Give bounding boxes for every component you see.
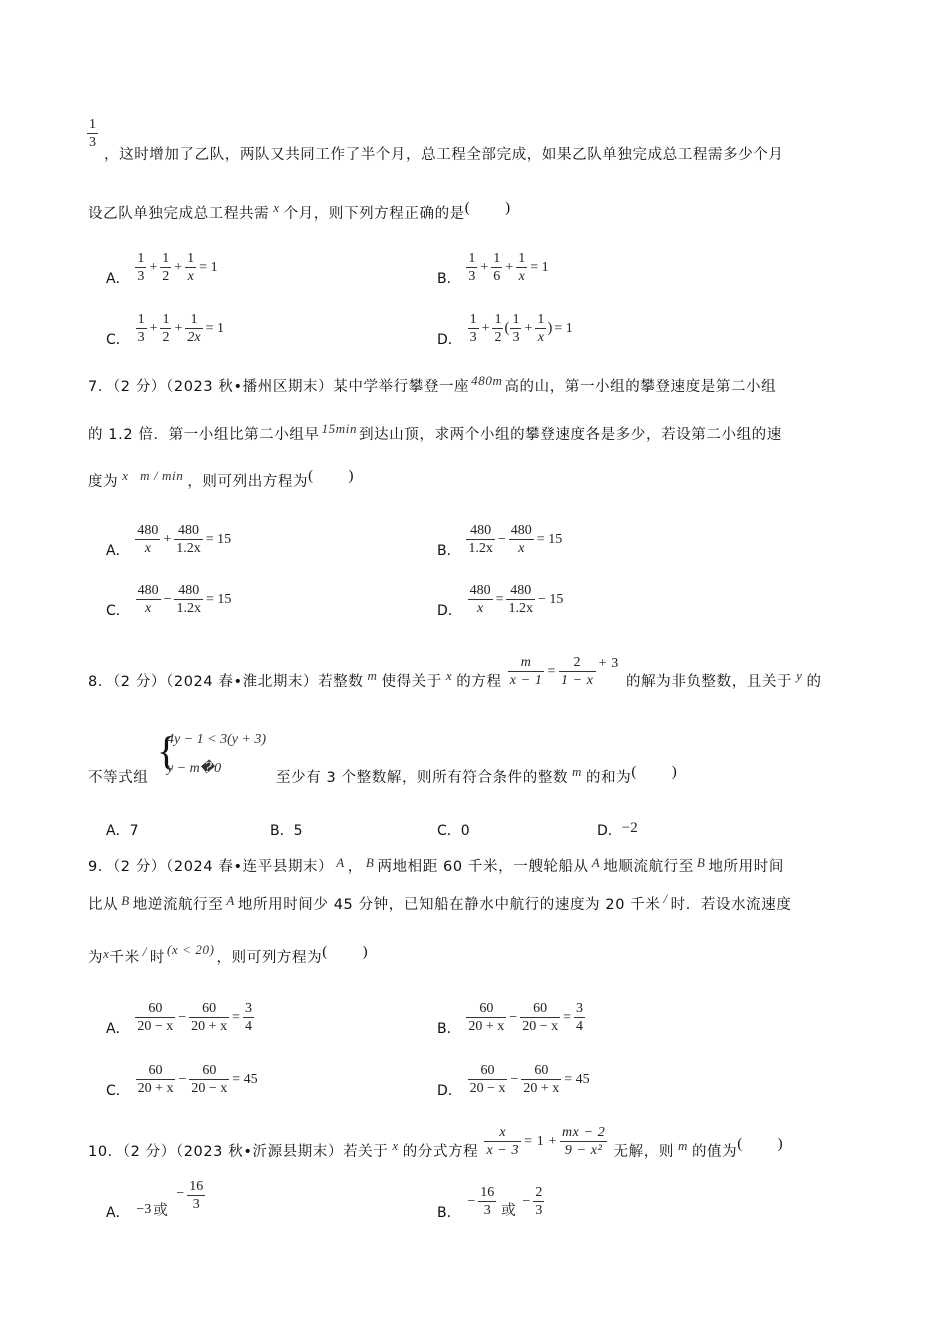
q9-text-3: 地所用时间 bbox=[708, 859, 784, 875]
fraction-denominator: 20 + x bbox=[468, 1019, 505, 1034]
fraction-denominator: 3 bbox=[483, 1203, 491, 1218]
equation-rhs: − 15 bbox=[537, 591, 564, 607]
q7-text-6: ，则可列出方程为 bbox=[187, 474, 309, 490]
option-label: A． bbox=[106, 270, 130, 287]
minus-sign: − bbox=[467, 1193, 476, 1209]
operator: − bbox=[497, 531, 506, 547]
q8-text-7: 的和为 bbox=[586, 770, 632, 786]
q6-option-d[interactable] bbox=[437, 311, 575, 346]
equation-rhs: = 15 bbox=[536, 531, 563, 547]
fraction-numerator: 16 bbox=[189, 1179, 204, 1194]
fraction-numerator: mx − 2 bbox=[561, 1125, 606, 1140]
fraction-numerator: 1 bbox=[493, 251, 501, 266]
q10-text-2: 的分式方程 bbox=[402, 1144, 479, 1160]
question-number: 8． bbox=[88, 674, 113, 690]
var-x: x bbox=[273, 200, 280, 215]
fraction-numerator: 480 bbox=[469, 583, 491, 598]
fraction-denominator: 1.2x bbox=[176, 541, 201, 556]
operator: + bbox=[481, 320, 490, 336]
fraction-denominator: 1 − x bbox=[560, 673, 594, 688]
answer-paren: ( ) bbox=[464, 200, 511, 216]
fraction-denominator: 20 − x bbox=[191, 1081, 228, 1096]
q8-option-c[interactable]: C．0 bbox=[437, 823, 470, 839]
q9-text-4: 比从 bbox=[88, 897, 119, 913]
q7-line3 bbox=[88, 470, 354, 491]
q9-line2 bbox=[88, 893, 791, 914]
slash: / bbox=[663, 891, 668, 906]
fraction-numerator: 1 bbox=[537, 312, 545, 327]
option-label: C． bbox=[106, 602, 130, 619]
fraction-numerator: 1 bbox=[137, 251, 145, 266]
equation-rhs: = 1 bbox=[199, 259, 218, 275]
fraction-denominator: 1.2x bbox=[176, 601, 201, 616]
fraction-denominator: x bbox=[144, 601, 152, 616]
option-value: −3 bbox=[136, 1201, 152, 1217]
fraction-numerator: 3 bbox=[244, 1001, 252, 1016]
option-label: C． bbox=[106, 331, 130, 348]
fraction-numerator: 480 bbox=[174, 582, 203, 600]
fraction-denominator: 9 − x² bbox=[564, 1143, 603, 1158]
fraction-denominator: 2 bbox=[162, 269, 170, 284]
option-label: D． bbox=[597, 823, 622, 839]
q9-option-b[interactable] bbox=[437, 1000, 586, 1035]
q9-line3 bbox=[88, 942, 369, 967]
q7-text-4: 到达山顶，求两个小组的攀登速度各是多少，若设第二小组的速 bbox=[359, 427, 782, 443]
equation-rhs: = 1 bbox=[530, 259, 549, 275]
fraction-numerator: 1 bbox=[469, 312, 477, 327]
fraction-denominator: 20 + x bbox=[137, 1081, 174, 1096]
q7-text-3: 的 1.2 倍．第一小组比第二小组早 bbox=[88, 427, 320, 443]
option-label: B． bbox=[437, 270, 461, 287]
close-paren: ) bbox=[547, 319, 553, 336]
option-label: A． bbox=[106, 1204, 130, 1221]
math-480m: 480m bbox=[471, 373, 503, 388]
option-value: −2 bbox=[621, 820, 638, 836]
fraction-numerator: 1 bbox=[512, 312, 520, 327]
equation-rhs: = 1 bbox=[205, 320, 224, 336]
q10-text-4: 的值为 bbox=[691, 1144, 738, 1160]
fraction-denominator: 3 bbox=[137, 269, 145, 284]
operator: + bbox=[149, 259, 158, 275]
fraction-denominator: 20 − x bbox=[469, 1081, 506, 1096]
equals: = bbox=[563, 1009, 572, 1025]
system-line-2: y − m�0 bbox=[167, 761, 222, 776]
question-source: （2023 秋•播州区期末） bbox=[166, 379, 334, 395]
or-word: 或 bbox=[501, 1202, 517, 1219]
equation-rhs: = 15 bbox=[205, 591, 232, 607]
q8-text-1: 若整数 bbox=[318, 674, 364, 690]
comma: ， bbox=[347, 859, 363, 875]
q10-equation bbox=[483, 1124, 608, 1159]
var-B: B bbox=[696, 855, 706, 870]
fraction-numerator: x bbox=[484, 1124, 521, 1142]
q8-equation bbox=[507, 654, 621, 689]
fraction-denominator: x bbox=[518, 269, 525, 284]
option-label: D． bbox=[437, 1082, 462, 1099]
var-B: B bbox=[121, 893, 130, 908]
operator: + bbox=[163, 531, 172, 547]
operator: + 3 bbox=[598, 655, 619, 671]
fraction-numerator: 480 bbox=[137, 583, 159, 598]
q9-text-5: 地逆流航行至 bbox=[132, 897, 224, 913]
operator: − bbox=[163, 591, 172, 607]
fraction-numerator: 60 bbox=[189, 1062, 229, 1080]
fraction-denominator: 4 bbox=[576, 1019, 584, 1034]
q10-text-3: 无解，则 bbox=[613, 1144, 674, 1160]
q6-option-a[interactable] bbox=[106, 250, 220, 285]
fraction-numerator: 480 bbox=[137, 523, 159, 538]
fraction-numerator: 3 bbox=[576, 1001, 584, 1016]
fraction-denominator: 3 bbox=[89, 135, 96, 150]
q6-line2-text-b: 个月，则下列方程正确的是 bbox=[283, 206, 465, 222]
question-number: 7． bbox=[88, 379, 113, 395]
system-line-1: 4y − 1 < 3(y + 3) bbox=[167, 732, 267, 747]
q9-option-c[interactable] bbox=[106, 1062, 260, 1097]
fraction-numerator: 1 bbox=[89, 117, 96, 132]
fraction-denominator: x bbox=[518, 541, 525, 556]
q8-line2 bbox=[276, 766, 677, 787]
fraction-denominator: 2 bbox=[494, 330, 502, 345]
fraction-numerator: 60 bbox=[189, 1000, 229, 1018]
q10-text-1: 若关于 bbox=[343, 1144, 389, 1160]
q9-text-8: 为 bbox=[88, 950, 104, 966]
fraction-denominator: 20 − x bbox=[522, 1019, 559, 1034]
q7-line2 bbox=[88, 423, 782, 444]
fraction-denominator: 3 bbox=[192, 1197, 200, 1212]
fraction-numerator: 60 bbox=[521, 1062, 561, 1080]
equation-rhs: = 1 bbox=[554, 320, 573, 336]
operator: − bbox=[510, 1071, 519, 1087]
q9-text-2: 地顺流航行至 bbox=[603, 859, 694, 875]
operator: + bbox=[149, 320, 158, 336]
operator: + bbox=[524, 320, 533, 336]
math-15min: 15min bbox=[321, 421, 358, 436]
fraction-denominator: 2x bbox=[187, 330, 201, 345]
operator: + bbox=[480, 259, 489, 275]
question-score: （2 分） bbox=[112, 379, 167, 395]
option-label: D． bbox=[437, 331, 462, 348]
question-score: （2 分） bbox=[122, 1144, 176, 1160]
q7-line1 bbox=[88, 375, 776, 396]
fraction-numerator: 2 bbox=[559, 654, 596, 672]
equation-rhs: = 45 bbox=[564, 1071, 590, 1087]
fraction-numerator: 16 bbox=[480, 1185, 495, 1200]
fraction-numerator: 1 bbox=[518, 251, 526, 266]
q8-option-d[interactable] bbox=[597, 820, 638, 840]
equation-rhs: = 45 bbox=[232, 1071, 258, 1087]
var-x: x bbox=[392, 1138, 399, 1153]
fraction-denominator: 20 + x bbox=[191, 1019, 228, 1034]
equals: = bbox=[232, 1009, 240, 1025]
q7-option-c[interactable] bbox=[106, 582, 233, 617]
fraction-denominator: 3 bbox=[137, 330, 145, 345]
fraction-denominator: 20 + x bbox=[523, 1081, 560, 1096]
condition: (x < 20) bbox=[167, 942, 215, 957]
question-score: （2 分） bbox=[112, 674, 167, 690]
slash: / bbox=[142, 944, 147, 959]
fraction-denominator: 3 bbox=[512, 330, 520, 345]
operator: + bbox=[505, 259, 514, 275]
q8-text-2: 使得关于 bbox=[381, 674, 442, 690]
fraction-denominator: 3 bbox=[468, 269, 476, 284]
q9-text-7: 时．若设水流速度 bbox=[670, 897, 792, 913]
or-word: 或 bbox=[153, 1202, 169, 1219]
var-B: B bbox=[365, 855, 375, 870]
equation-rhs: = 15 bbox=[205, 531, 232, 547]
q10-option-a[interactable] bbox=[106, 1179, 206, 1221]
var-m: m bbox=[367, 668, 378, 683]
q7-text-5: 度为 bbox=[88, 474, 119, 490]
operator: + bbox=[174, 320, 183, 336]
option-label: B． bbox=[437, 1020, 461, 1037]
var-A: A bbox=[591, 855, 601, 870]
option-label: C． bbox=[106, 1082, 130, 1099]
q6-line2-text-a: 设乙队单独完成总工程共需 bbox=[88, 206, 270, 222]
fraction-denominator: 3 bbox=[469, 330, 477, 345]
fraction-numerator: 60 bbox=[466, 1000, 506, 1018]
fraction-denominator: 6 bbox=[493, 269, 501, 284]
q8-text-6: 至少有 3 个整数解，则所有符合条件的整数 bbox=[276, 770, 569, 786]
math-unit: x m / min bbox=[122, 468, 184, 483]
var-y: y bbox=[796, 668, 803, 683]
q6-line2 bbox=[88, 202, 511, 223]
q9-text-9: 千米 bbox=[109, 950, 140, 966]
answer-paren: ( ) bbox=[737, 1136, 784, 1152]
fraction-denominator: 2 bbox=[162, 330, 170, 345]
q6-option-b[interactable] bbox=[437, 250, 551, 285]
q9-line1 bbox=[88, 855, 784, 876]
operator: − bbox=[178, 1009, 187, 1025]
q10-line1 bbox=[88, 1124, 783, 1159]
question-source: （2024 春•连平县期末） bbox=[166, 859, 334, 875]
q10-option-b[interactable] bbox=[437, 1184, 545, 1219]
fraction-numerator: 60 bbox=[468, 1062, 508, 1080]
fraction-numerator: 480 bbox=[506, 582, 535, 600]
fraction-numerator: 60 bbox=[135, 1000, 175, 1018]
fraction-numerator: 1 bbox=[162, 251, 170, 266]
q9-text-1: 两地相距 60 千米，一艘轮船从 bbox=[377, 859, 589, 875]
fraction-numerator: m bbox=[508, 654, 545, 672]
fraction-denominator: x bbox=[476, 601, 484, 616]
operator: = bbox=[547, 663, 556, 679]
q8-system-prefix: 不等式组 bbox=[88, 770, 149, 786]
fraction-denominator: 4 bbox=[244, 1019, 252, 1034]
fraction-numerator: 480 bbox=[510, 523, 532, 538]
fraction-numerator: 1 bbox=[162, 312, 170, 327]
answer-paren: ( ) bbox=[631, 764, 678, 780]
answer-paren: ( ) bbox=[322, 944, 369, 960]
fraction-denominator: 1.2x bbox=[468, 541, 493, 556]
q8-text-4: 的解为非负整数，且关于 bbox=[626, 674, 793, 690]
minus-sign: − bbox=[522, 1193, 531, 1209]
fraction-denominator: 3 bbox=[535, 1203, 543, 1218]
question-source: （2024 春•淮北期末） bbox=[166, 674, 319, 690]
operator: = bbox=[495, 591, 504, 607]
q7-option-d[interactable] bbox=[437, 582, 565, 617]
fraction-denominator: x − 3 bbox=[486, 1143, 520, 1158]
q8-option-a[interactable]: A．7 bbox=[106, 823, 139, 839]
q9-text-11: ，则可列方程为 bbox=[216, 950, 323, 966]
q9-text-6: 地所用时间少 45 分钟，已知船在静水中航行的速度为 20 千米 bbox=[237, 897, 661, 913]
q7-option-b[interactable] bbox=[437, 522, 564, 557]
fraction-denominator: x bbox=[537, 330, 544, 345]
fraction-numerator: 2 bbox=[535, 1185, 543, 1200]
q8-text-5: 的 bbox=[806, 674, 822, 690]
q8-text-3: 的方程 bbox=[456, 674, 502, 690]
q6-line1: ，这时增加了乙队，两队又共同工作了半个月，总工程全部完成，如果乙队单独完成总工程需多少个月 bbox=[104, 147, 784, 163]
operator: − bbox=[178, 1071, 187, 1087]
operator: = 1 + bbox=[524, 1133, 557, 1149]
var-x: x bbox=[103, 946, 110, 961]
q8-line1 bbox=[88, 654, 822, 689]
option-label: A． bbox=[106, 542, 130, 559]
fraction-numerator: 1 bbox=[187, 251, 195, 266]
q9-text-10: 时 bbox=[149, 950, 166, 966]
question-source: （2023 秋•沂源县期末） bbox=[175, 1144, 344, 1160]
fraction-numerator: 60 bbox=[520, 1000, 560, 1018]
open-paren: ( bbox=[504, 319, 510, 336]
brace-symbol: { bbox=[157, 728, 177, 773]
q7-option-a[interactable] bbox=[106, 522, 233, 557]
option-label: D． bbox=[437, 602, 462, 619]
minus-sign: − bbox=[176, 1185, 185, 1201]
fraction-numerator: 60 bbox=[136, 1062, 176, 1080]
var-m: m bbox=[677, 1138, 688, 1153]
fraction-denominator: 1.2x bbox=[508, 601, 533, 616]
operator: − bbox=[509, 1009, 518, 1025]
q8-option-b[interactable]: B．5 bbox=[270, 823, 303, 839]
fraction-numerator: 480 bbox=[174, 522, 203, 540]
question-number: 10． bbox=[88, 1144, 123, 1160]
q6-option-c[interactable] bbox=[106, 311, 226, 346]
operator: + bbox=[174, 259, 183, 275]
var-A: A bbox=[336, 855, 345, 870]
question-score: （2 分） bbox=[112, 859, 167, 875]
fraction-denominator: x bbox=[187, 269, 194, 284]
fraction-numerator: 1 bbox=[468, 251, 476, 266]
fraction-numerator: 480 bbox=[466, 522, 495, 540]
var-x: x bbox=[445, 668, 453, 683]
fraction-numerator: 1 bbox=[494, 312, 502, 327]
q6-leading-fraction bbox=[86, 116, 99, 151]
option-label: B． bbox=[437, 542, 461, 559]
q9-option-a[interactable] bbox=[106, 1000, 255, 1035]
question-number: 9． bbox=[88, 859, 113, 875]
q7-text-2: 高的山，第一小组的攀登速度是第二小组 bbox=[504, 379, 777, 395]
fraction-numerator: 1 bbox=[185, 311, 202, 329]
fraction-denominator: x bbox=[144, 541, 151, 556]
fraction-denominator: 20 − x bbox=[137, 1019, 174, 1034]
option-label: B． bbox=[437, 1204, 461, 1221]
answer-paren: ( ) bbox=[308, 468, 355, 484]
option-label: A． bbox=[106, 1020, 130, 1037]
q7-text-1: 某中学举行攀登一座 bbox=[333, 379, 470, 395]
var-m: m bbox=[572, 764, 583, 779]
q9-option-d[interactable] bbox=[437, 1062, 592, 1097]
fraction-denominator: x − 1 bbox=[509, 673, 543, 688]
fraction-numerator: 1 bbox=[137, 312, 145, 327]
var-A: A bbox=[226, 893, 235, 908]
